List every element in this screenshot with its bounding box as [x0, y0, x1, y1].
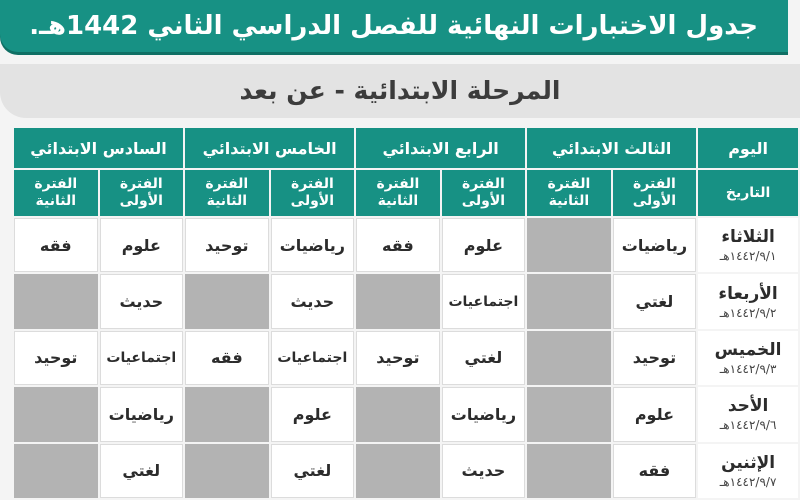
header-grade-5: الخامس الابتدائي: [185, 128, 354, 168]
subject-cell: اجتماعيات: [271, 331, 355, 385]
empty-cell: [527, 331, 611, 385]
subject-cell: اجتماعيات: [100, 331, 184, 385]
header-period-1: الفترة الأولى: [100, 170, 184, 216]
subject-cell: فقه: [613, 444, 697, 498]
subject-cell: توحيد: [185, 218, 269, 272]
day-cell: [698, 274, 798, 328]
empty-cell: [356, 387, 440, 441]
schedule-body: [14, 218, 798, 498]
subject-cell: فقه: [185, 331, 269, 385]
subject-cell: حديث: [271, 274, 355, 328]
subject-cell: توحيد: [356, 331, 440, 385]
subject-cell: حديث: [100, 274, 184, 328]
day-name: الأحد: [727, 396, 769, 417]
day-date: ١٤٤٢/٩/٦هـ: [719, 418, 777, 433]
empty-cell: [14, 387, 98, 441]
day-cell: [698, 444, 798, 498]
empty-cell: [356, 274, 440, 328]
header-grade-3: الثالث الابتدائي: [527, 128, 696, 168]
subject-cell: علوم: [442, 218, 526, 272]
table-row: [14, 274, 798, 328]
table-row: [14, 387, 798, 441]
page-subtitle: المرحلة الابتدائية - عن بعد: [239, 76, 561, 105]
subject-cell: رياضيات: [100, 387, 184, 441]
subject-cell: فقه: [14, 218, 98, 272]
subject-cell: رياضيات: [271, 218, 355, 272]
day-name: الأربعاء: [718, 283, 778, 304]
empty-cell: [14, 444, 98, 498]
day-date: ١٤٤٢/٩/١هـ: [719, 249, 777, 264]
table-row: [14, 444, 798, 498]
day-date: ١٤٤٢/٩/٧هـ: [719, 474, 777, 489]
empty-cell: [527, 444, 611, 498]
header-period-2: الفترة الثانية: [356, 170, 440, 216]
day-cell: [698, 331, 798, 385]
day-date: ١٤٤٢/٩/٣هـ: [719, 361, 777, 376]
empty-cell: [14, 274, 98, 328]
table-row: [14, 331, 798, 385]
day-cell: [698, 218, 798, 272]
day-name: الخميس: [714, 339, 782, 360]
subject-cell: علوم: [613, 387, 697, 441]
subject-cell: فقه: [356, 218, 440, 272]
header-period-1: الفترة الأولى: [442, 170, 526, 216]
empty-cell: [185, 387, 269, 441]
subject-cell: رياضيات: [442, 387, 526, 441]
subject-cell: علوم: [271, 387, 355, 441]
subject-cell: لغتي: [442, 331, 526, 385]
subject-cell: رياضيات: [613, 218, 697, 272]
empty-cell: [527, 218, 611, 272]
subject-cell: توحيد: [14, 331, 98, 385]
header-grade-4: الرابع الابتدائي: [356, 128, 525, 168]
empty-cell: [356, 444, 440, 498]
header-row-periods: [14, 170, 798, 216]
header-period-2: الفترة الثانية: [527, 170, 611, 216]
day-name: الثلاثاء: [721, 227, 775, 248]
header-period-2: الفترة الثانية: [185, 170, 269, 216]
header-period-1: الفترة الأولى: [613, 170, 697, 216]
subtitle-bar: [0, 64, 800, 118]
title-banner: [0, 0, 788, 52]
day-cell: [698, 387, 798, 441]
header-period-2: الفترة الثانية: [14, 170, 98, 216]
empty-cell: [185, 274, 269, 328]
subject-cell: علوم: [100, 218, 184, 272]
page-title: جدول الاختبارات النهائية للفصل الدراسي الثاني 1442هـ.: [29, 11, 758, 41]
table-row: [14, 218, 798, 272]
empty-cell: [527, 274, 611, 328]
subject-cell: لغتي: [613, 274, 697, 328]
header-date: التاريخ: [698, 170, 798, 216]
empty-cell: [185, 444, 269, 498]
subject-cell: حديث: [442, 444, 526, 498]
header-grade-6: السادس الابتدائي: [14, 128, 183, 168]
day-name: الإثنين: [721, 452, 776, 473]
header-row-grades: [14, 128, 798, 168]
header-period-1: الفترة الأولى: [271, 170, 355, 216]
header-day: اليوم: [698, 128, 798, 168]
subject-cell: اجتماعيات: [442, 274, 526, 328]
day-date: ١٤٤٢/٩/٢هـ: [719, 305, 777, 320]
empty-cell: [527, 387, 611, 441]
subject-cell: لغتي: [271, 444, 355, 498]
subject-cell: لغتي: [100, 444, 184, 498]
subject-cell: توحيد: [613, 331, 697, 385]
schedule-table: [12, 126, 800, 500]
